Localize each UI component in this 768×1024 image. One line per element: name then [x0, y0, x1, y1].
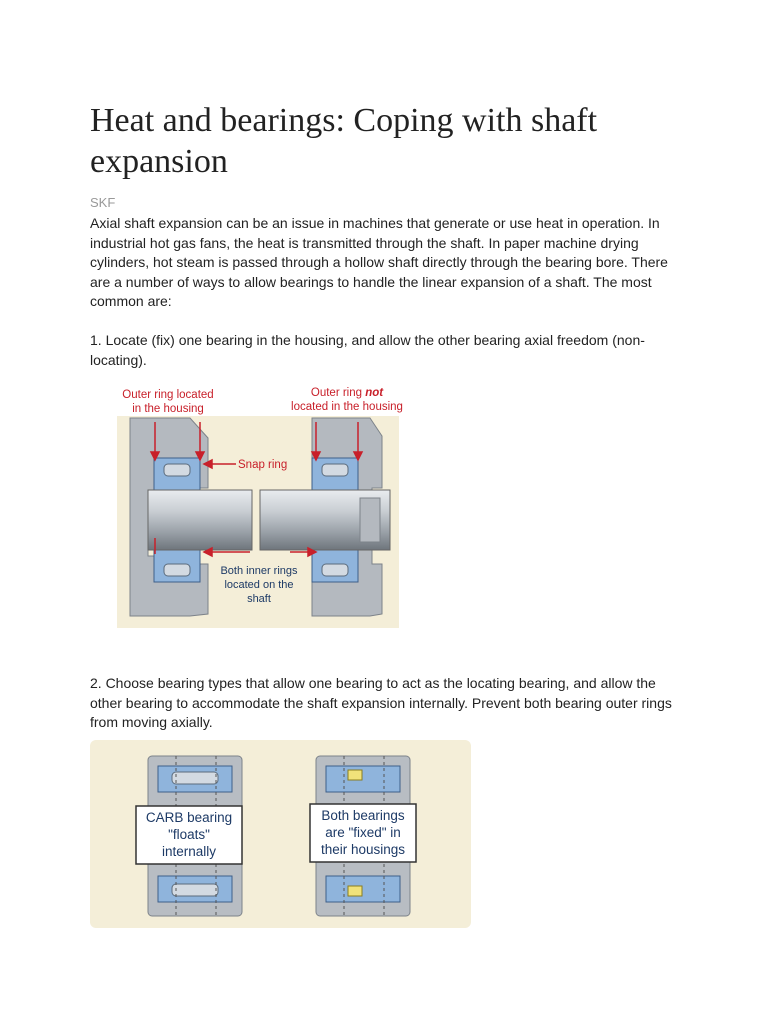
figure-locating-bearings — [90, 378, 425, 658]
label-outer-ring-prefix: Outer ring — [310, 387, 366, 399]
label-inner-rings-3: shaft — [247, 593, 271, 605]
fixed-label-line3: their housings — [320, 842, 406, 857]
intro-paragraph: Axial shaft expansion can be an issue in machines that generate or use heat in operation. In industrial hot gas fans, the heat is transmitted through the shaft. In paper machine drying cylinders, hot steam is passed through a hollow shaft directly through the bearing bore. There are a number of ways to allow bearings to handle the linear expansion of a shaft. The most common are: — [90, 215, 668, 309]
carb-label-line1: CARB bearing — [145, 810, 233, 825]
label-located-in-the-housing: located in the housing — [291, 401, 403, 413]
fixed-label-line2: are "fixed" in — [325, 825, 401, 840]
fixed-label-line1: Both bearings — [321, 808, 405, 823]
label-not-emphasis: not — [365, 387, 384, 399]
carb-label-line3: internally — [161, 844, 217, 859]
label-snap-ring: Snap ring — [238, 459, 288, 471]
carb-label-line2: "floats" — [168, 827, 210, 842]
article-title: Heat and bearings: Coping with shaft expansion — [90, 102, 598, 180]
figure-carb-vs-fixed — [90, 740, 471, 928]
source-label[interactable]: SKF — [90, 195, 116, 210]
step-one-paragraph: 1. Locate (fix) one bearing in the housing, and allow the other bearing axial freedom (non-locating). — [90, 332, 645, 368]
left-shaft — [148, 490, 252, 550]
label-in-the-housing: in the housing — [132, 403, 204, 415]
label-inner-rings-2: located on the — [224, 579, 294, 591]
step-two-paragraph: 2. Choose bearing types that allow one bearing to act as the locating bearing, and allow the other bearing to accommodate the shaft expansion internally. Prevent both bearing outer rings from moving axially. — [90, 675, 672, 730]
label-outer-ring-not-located — [311, 387, 384, 399]
label-outer-ring-located: Outer ring located — [122, 389, 214, 401]
label-inner-rings-1: Both inner rings — [220, 565, 298, 577]
